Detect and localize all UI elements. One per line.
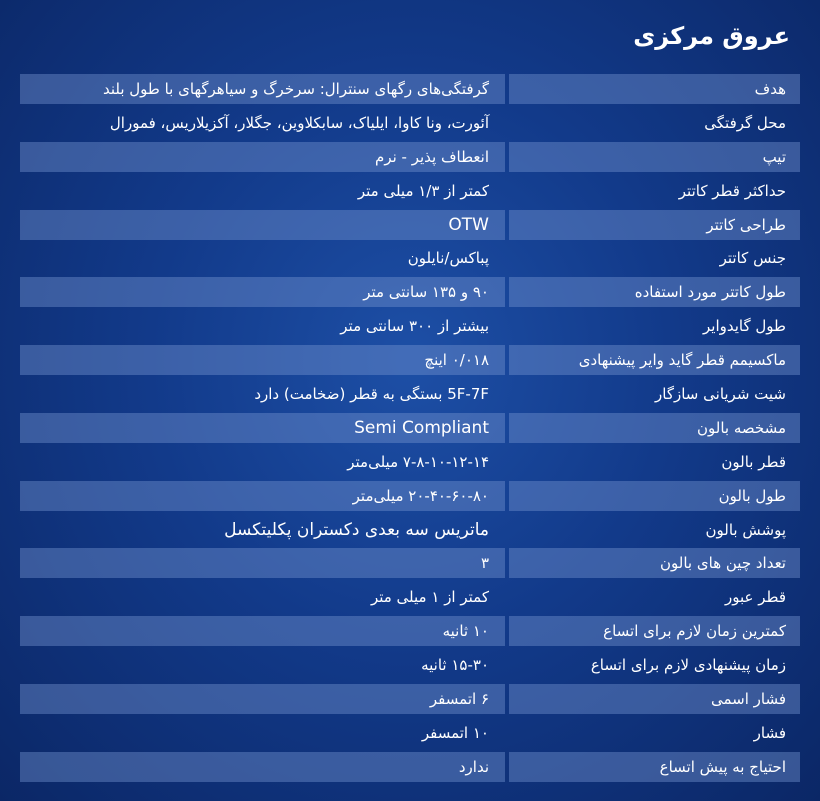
row-label: جنس کاتتر — [719, 249, 786, 268]
table-row — [20, 548, 800, 578]
table-row — [20, 752, 800, 782]
row-label: احتیاج به پیش اتساع — [509, 752, 800, 782]
row-label: فشار — [753, 723, 786, 742]
table-row — [20, 582, 800, 612]
table-row — [20, 277, 800, 307]
spec-table — [20, 74, 800, 786]
table-row — [20, 616, 800, 646]
table-row — [20, 684, 800, 714]
table-row — [20, 447, 800, 477]
table-row — [20, 74, 800, 104]
row-label: کمترین زمان لازم برای اتساع — [509, 616, 800, 646]
page-title: عروق مرکزی — [633, 22, 790, 50]
row-value: ۷-۸-۱۰-۱۲-۱۴ میلی‌متر — [347, 452, 489, 471]
table-row — [20, 108, 800, 138]
row-label: تیپ — [509, 142, 800, 172]
row-label: طراحی کاتتر — [509, 210, 800, 240]
row-label: زمان پیشنهادی لازم برای اتساع — [590, 656, 786, 675]
row-label: مشخصه بالون — [509, 413, 800, 443]
row-value: ۰/۰۱۸ اینچ — [20, 345, 505, 375]
row-label: طول بالون — [509, 481, 800, 511]
row-label: هدف — [509, 74, 800, 104]
row-value: OTW — [20, 210, 505, 240]
row-value: ماتریس سه بعدی دکستران پکلیتکسل — [224, 519, 489, 540]
row-label: ماکسیمم قطر گاید وایر پیشنهادی — [509, 345, 800, 375]
row-label: قطر عبور — [725, 588, 786, 607]
row-value: ۱۰ اتمسفر — [421, 723, 489, 742]
row-value: آئورت، ونا کاوا، ایلیاک، سابکلاوین، جگلار، آکزیلاریس، فمورال — [109, 113, 489, 132]
row-value: انعطاف پذیر - نرم — [20, 142, 505, 172]
row-value: پباکس/نایلون — [407, 249, 489, 268]
row-label: فشار اسمی — [509, 684, 800, 714]
row-label: طول گایدوایر — [703, 317, 786, 336]
row-value: گرفتگی‌های رگهای سنترال: سرخرگ و سیاهرگهای با طول بلند — [20, 74, 505, 104]
row-label: شیت شریانی سازگار — [655, 385, 786, 404]
table-row — [20, 650, 800, 680]
row-label: قطر بالون — [721, 452, 786, 471]
row-label: محل گرفتگی — [704, 113, 786, 132]
row-value: ۲۰-۴۰-۶۰-۸۰ میلی‌متر — [20, 481, 505, 511]
row-value: ۳ — [20, 548, 505, 578]
row-value: Semi Compliant — [20, 413, 505, 443]
table-row — [20, 243, 800, 273]
row-value: 5F-7F بستگی به قطر (ضخامت) دارد — [254, 385, 489, 404]
table-row — [20, 345, 800, 375]
table-row — [20, 379, 800, 409]
row-value: بیشتر از ۳۰۰ سانتی متر — [340, 317, 489, 336]
table-row — [20, 311, 800, 341]
row-value: ندارد — [20, 752, 505, 782]
table-row — [20, 210, 800, 240]
row-label: حداکثر قطر کاتتر — [678, 181, 786, 200]
table-row — [20, 413, 800, 443]
row-value: ۶ اتمسفر — [20, 684, 505, 714]
table-row — [20, 481, 800, 511]
row-value: کمتر از ۱/۳ میلی متر — [357, 181, 489, 200]
table-row — [20, 515, 800, 545]
row-value: ۱۵-۳۰ ثانیه — [421, 656, 489, 675]
table-row — [20, 142, 800, 172]
row-label: پوشش بالون — [705, 520, 786, 539]
row-value: ۱۰ ثانیه — [20, 616, 505, 646]
table-row — [20, 176, 800, 206]
row-value: ۹۰ و ۱۳۵ سانتی متر — [20, 277, 505, 307]
table-row — [20, 718, 800, 748]
row-label: تعداد چین های بالون — [509, 548, 800, 578]
row-value: کمتر از ۱ میلی متر — [370, 588, 489, 607]
row-label: طول کاتتر مورد استفاده — [509, 277, 800, 307]
